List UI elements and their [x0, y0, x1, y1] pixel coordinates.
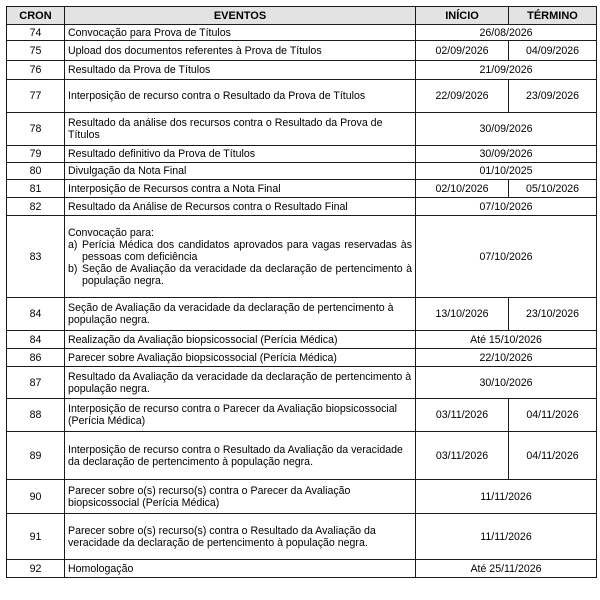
- event-cell: Divulgação da Nota Final: [65, 163, 416, 180]
- event-cell: Seção de Avaliação da veracidade da declaração de pertencimento à população negra.: [65, 298, 416, 331]
- event-cell: Parecer sobre o(s) recurso(s) contra o Parecer da Avaliação biopsicossocial (Perícia Médica): [65, 480, 416, 514]
- end-date-cell: 23/09/2026: [509, 80, 597, 113]
- start-date-cell: 02/10/2026: [416, 180, 509, 198]
- event-cell: Realização da Avaliação biopsicossocial (Perícia Médica): [65, 331, 416, 349]
- end-date-cell: 04/11/2026: [509, 432, 597, 480]
- header-inicio: INÍCIO: [416, 7, 509, 25]
- date-cell: 21/09/2026: [416, 61, 597, 80]
- table-row: [7, 61, 597, 80]
- list-marker: b): [68, 262, 78, 275]
- event-cell: Resultado da Avaliação da veracidade da declaração de pertencimento à população negra.: [65, 367, 416, 399]
- event-cell: Resultado da análise dos recursos contra o Resultado da Prova de Títulos: [65, 113, 416, 146]
- cron-cell: 79: [7, 146, 65, 163]
- cron-cell: 83: [7, 216, 65, 298]
- start-date-cell: 02/09/2026: [416, 41, 509, 61]
- event-cell: Resultado definitivo da Prova de Títulos: [65, 146, 416, 163]
- date-cell: 07/10/2026: [416, 198, 597, 216]
- start-date-cell: 22/09/2026: [416, 80, 509, 113]
- start-date-cell: 03/11/2026: [416, 399, 509, 432]
- date-cell: 11/11/2026: [416, 480, 597, 514]
- table-row: [7, 216, 597, 298]
- event-cell: Upload dos documentos referentes à Prova de Títulos: [65, 41, 416, 61]
- date-cell: 30/10/2026: [416, 367, 597, 399]
- cron-cell: 74: [7, 25, 65, 41]
- list-item-text: Perícia Médica dos candidatos aprovados para vagas reservadas às pessoas com deficiência: [82, 238, 412, 263]
- schedule-table: [6, 6, 597, 578]
- event-cell: Convocação para Prova de Títulos: [65, 25, 416, 41]
- table-row: [7, 560, 597, 578]
- end-date-cell: 05/10/2026: [509, 180, 597, 198]
- table-row: [7, 349, 597, 367]
- table-row: [7, 399, 597, 432]
- cron-cell: 90: [7, 480, 65, 514]
- event-cell: Interposição de recurso contra o Parecer da Avaliação biopsicossocial (Perícia Médica): [65, 399, 416, 432]
- event-cell: Homologação: [65, 560, 416, 578]
- cron-cell: 88: [7, 399, 65, 432]
- header-eventos: EVENTOS: [65, 7, 416, 25]
- table-header-row: [7, 7, 597, 25]
- table-row: [7, 113, 597, 146]
- start-date-cell: 13/10/2026: [416, 298, 509, 331]
- table-row: [7, 80, 597, 113]
- end-date-cell: 04/09/2026: [509, 41, 597, 61]
- header-termino: TÉRMINO: [509, 7, 597, 25]
- date-cell: 11/11/2026: [416, 514, 597, 560]
- table-row: [7, 146, 597, 163]
- cron-cell: 92: [7, 560, 65, 578]
- list-item: [68, 263, 412, 287]
- table-row: [7, 367, 597, 399]
- table-row: [7, 41, 597, 61]
- cron-cell: 84: [7, 298, 65, 331]
- cron-cell: 81: [7, 180, 65, 198]
- cron-cell: 87: [7, 367, 65, 399]
- cron-cell: 86: [7, 349, 65, 367]
- event-cell: Interposição de Recursos contra a Nota Final: [65, 180, 416, 198]
- cron-cell: 76: [7, 61, 65, 80]
- cron-cell: 84: [7, 331, 65, 349]
- cron-cell: 82: [7, 198, 65, 216]
- end-date-cell: 23/10/2026: [509, 298, 597, 331]
- list-marker: a): [68, 238, 78, 251]
- table-row: [7, 163, 597, 180]
- cron-cell: 80: [7, 163, 65, 180]
- event-cell: Interposição de recurso contra o Resultado da Avaliação da veracidade da declaração de pertencimento à população negra.: [65, 432, 416, 480]
- start-date-cell: 03/11/2026: [416, 432, 509, 480]
- table-row: [7, 298, 597, 331]
- event-cell: Parecer sobre o(s) recurso(s) contra o Resultado da Avaliação da veracidade da declaração de pertencimento à população negra.: [65, 514, 416, 560]
- cron-cell: 78: [7, 113, 65, 146]
- cron-cell: 91: [7, 514, 65, 560]
- date-cell: Até 15/10/2026: [416, 331, 597, 349]
- table-row: [7, 25, 597, 41]
- sub-item-list: [68, 239, 412, 287]
- date-cell: 30/09/2026: [416, 146, 597, 163]
- list-item: [68, 239, 412, 263]
- event-cell: Resultado da Análise de Recursos contra o Resultado Final: [65, 198, 416, 216]
- table-row: [7, 198, 597, 216]
- event-heading: Convocação para:: [68, 226, 154, 239]
- cron-cell: 77: [7, 80, 65, 113]
- date-cell: 30/09/2026: [416, 113, 597, 146]
- event-cell: Resultado da Prova de Títulos: [65, 61, 416, 80]
- date-cell: 01/10/2025: [416, 163, 597, 180]
- table-row: [7, 331, 597, 349]
- date-cell: Até 25/11/2026: [416, 560, 597, 578]
- event-cell: Parecer sobre Avaliação biopsicossocial (Perícia Médica): [65, 349, 416, 367]
- end-date-cell: 04/11/2026: [509, 399, 597, 432]
- event-cell: Interposição de recurso contra o Resultado da Prova de Títulos: [65, 80, 416, 113]
- list-item-text: Seção de Avaliação da veracidade da declaração de pertencimento à população negra.: [82, 262, 412, 287]
- header-cron: CRON: [7, 7, 65, 25]
- cron-cell: 89: [7, 432, 65, 480]
- date-cell: 22/10/2026: [416, 349, 597, 367]
- table-row: [7, 180, 597, 198]
- event-cell: [65, 216, 416, 298]
- date-cell: 07/10/2026: [416, 216, 597, 298]
- table-row: [7, 480, 597, 514]
- table-row: [7, 514, 597, 560]
- date-cell: 26/08/2026: [416, 25, 597, 41]
- table-row: [7, 432, 597, 480]
- cron-cell: 75: [7, 41, 65, 61]
